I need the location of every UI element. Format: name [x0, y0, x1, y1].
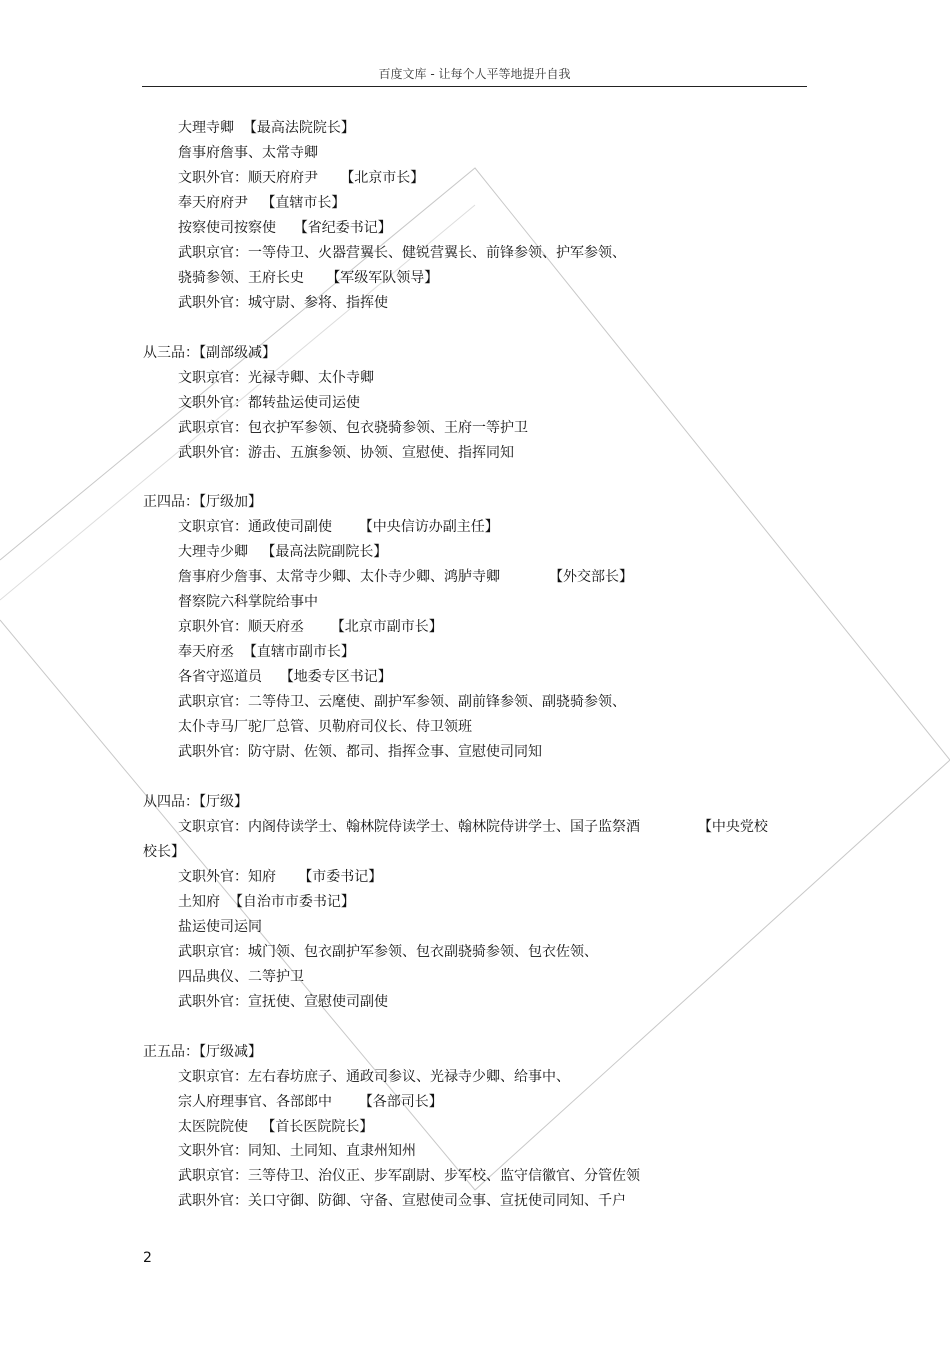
text-line: 武职京官：三等侍卫、治仪正、步军副尉、步军校、监守信徽官、分管佐领	[178, 1168, 640, 1184]
text-line: 文职外官：顺天府府尹 【北京市长】	[178, 170, 425, 186]
text-line: 文职京官：光禄寺卿、太仆寺卿	[178, 370, 374, 386]
text-line: 大理寺卿 【最高法院院长】	[178, 120, 355, 136]
text-line: 武职京官：二等侍卫、云麾使、副护军参领、副前锋参领、副骁骑参领、	[178, 694, 626, 710]
text-line: 文职京官：通政使司副使 【中央信访办副主任】	[178, 519, 499, 535]
section-heading: 正四品：【厅级加】	[143, 494, 262, 510]
page-number: 2	[143, 1250, 152, 1266]
text-line: 武职外官：城守尉、参将、指挥使	[178, 295, 388, 311]
text-line: 武职外官：防守尉、佐领、都司、指挥佥事、宣慰使司同知	[178, 744, 542, 760]
text-line: 按察使司按察使 【省纪委书记】	[178, 220, 392, 236]
text-line: 校长】	[143, 844, 185, 860]
text-line: 奉天府丞 【直辖市副市长】	[178, 644, 355, 660]
page-header: 百度文库 - 让每个人平等地提升自我	[142, 64, 807, 87]
text-line: 大理寺少卿 【最高法院副院长】	[178, 544, 388, 560]
text-line: 武职外官：关口守御、防御、守备、宣慰使司佥事、宣抚使司同知、千户	[178, 1193, 626, 1209]
text-line: 武职京官：一等侍卫、火器营翼长、健锐营翼长、前锋参领、护军参领、	[178, 245, 626, 261]
text-line: 詹事府少詹事、太常寺少卿、太仆寺少卿、鸿胪寺卿 【外交部长】	[178, 569, 633, 585]
text-line: 京职外官：顺天府丞 【北京市副市长】	[178, 619, 443, 635]
text-line: 文职京官：左右春坊庶子、通政司参议、光禄寺少卿、给事中、	[178, 1069, 570, 1085]
section-heading: 正五品：【厅级减】	[143, 1044, 262, 1060]
text-line: 土知府 【自治市市委书记】	[178, 894, 355, 910]
text-line: 太仆寺马厂驼厂总管、贝勒府司仪长、侍卫领班	[178, 719, 472, 735]
section-heading: 从四品：【厅级】	[143, 794, 248, 810]
text-line: 四品典仪、二等护卫	[178, 969, 304, 985]
text-line: 文职外官：知府 【市委书记】	[178, 869, 383, 885]
text-line: 宗人府理事官、各部郎中 【各部司长】	[178, 1094, 443, 1110]
text-line: 武职京官：城门领、包衣副护军参领、包衣副骁骑参领、包衣佐领、	[178, 944, 598, 960]
text-line: 太医院院使 【首长医院院长】	[178, 1119, 374, 1135]
text-line: 文职外官：都转盐运使司运使	[178, 395, 360, 411]
text-line: 奉天府府尹 【直辖市长】	[178, 195, 346, 211]
text-line: 盐运使司运同	[178, 919, 262, 935]
text-line: 武职京官：包衣护军参领、包衣骁骑参领、王府一等护卫	[178, 420, 528, 436]
text-line: 武职外官：游击、五旗参领、协领、宣慰使、指挥同知	[178, 445, 514, 461]
text-line: 武职外官：宣抚使、宣慰使司副使	[178, 994, 388, 1010]
text-line: 督察院六科掌院给事中	[178, 594, 318, 610]
text-line: 各省守巡道员 【地委专区书记】	[178, 669, 392, 685]
text-line: 文职外官：同知、土同知、直隶州知州	[178, 1143, 416, 1159]
text-line: 文职京官：内阁侍读学士、翰林院侍读学士、翰林院侍讲学士、国子监祭酒 【中央党校	[178, 819, 768, 835]
text-line: 骁骑参领、王府长史 【军级军队领导】	[178, 270, 439, 286]
section-heading: 从三品：【副部级减】	[143, 345, 276, 361]
text-line: 詹事府詹事、太常寺卿	[178, 145, 318, 161]
